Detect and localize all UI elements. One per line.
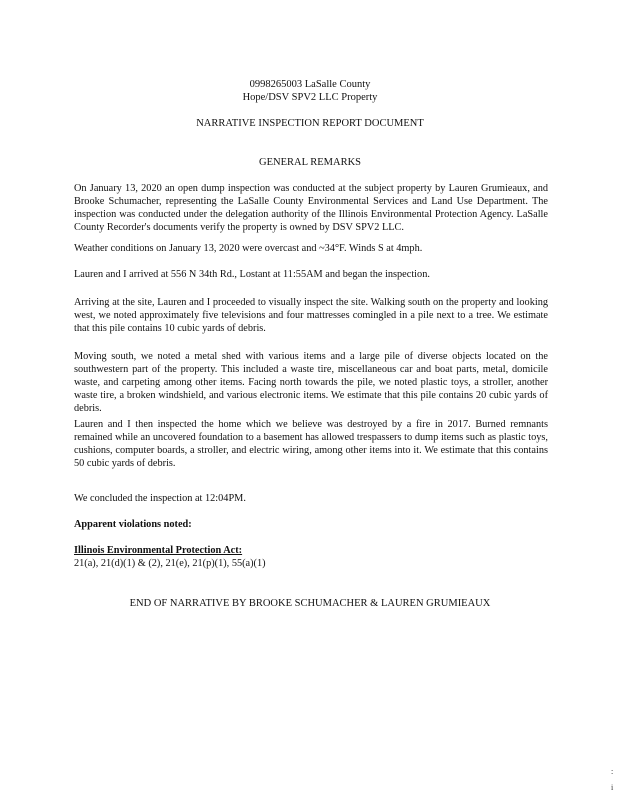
violations-heading: Apparent violations noted:	[74, 519, 192, 530]
paragraph-second-pile: Moving south, we noted a metal shed with various items and a large pile of diverse objects located on the southwestern part of the property. This included a waste tire, miscellaneous car and boat parts, metal, domicile waste, and carpeting among other items. Facing north towards the pile, we noted plastic toys, a stroller, another waste tire, a broken windshield, and various electronic items. We estimate that this pile contains 20 cubic yards of debris.	[74, 351, 548, 414]
paragraph-weather: Weather conditions on January 13, 2020 were overcast and ~34°F. Winds S at 4mph.	[74, 243, 423, 254]
act-sections: 21(a), 21(d)(1) & (2), 21(e), 21(p)(1), 55(a)(1)	[74, 558, 266, 569]
act-heading: Illinois Environmental Protection Act:	[74, 545, 243, 556]
property-id-line: 0998265003 LaSalle County	[249, 79, 371, 90]
margin-mark-i: i	[611, 783, 614, 792]
paragraph-conclusion: We concluded the inspection at 12:04PM.	[74, 493, 246, 504]
paragraph-home: Lauren and I then inspected the home which we believe was destroyed by a fire in 2017. Burned remnants remained while an uncovered foundation to a basement has allowed trespassers to dump items such as plastic toys, cushions, computer boards, a stroller, and electric wiring, among other items into it. We estimate that this contains 50 cubic yards of debris.	[74, 419, 548, 469]
paragraph-first-pile: Arriving at the site, Lauren and I proceeded to visually inspect the site. Walking south on the property and looking west, we noted approximately five televisions and four mattresses comingled in a pile next to a tree. We estimate that this pile contains 10 cubic yards of debris.	[74, 297, 548, 334]
paragraph-intro: On January 13, 2020 an open dump inspection was conducted at the subject property by Lauren Grumieaux, and Brooke Schumacher, representing the LaSalle County Environmental Services and Land Use Department. The inspection was conducted under the delegation authority of the Illinois Environmental Protection Agency. LaSalle County Recorder's documents verify the property is owned by DSV SPV2 LLC.	[74, 183, 548, 233]
paragraph-arrival: Lauren and I arrived at 556 N 34th Rd., Lostant at 11:55AM and began the inspection.	[74, 269, 430, 280]
section-title: GENERAL REMARKS	[259, 157, 361, 168]
margin-mark-colon: :	[611, 767, 614, 776]
property-name-line: Hope/DSV SPV2 LLC Property	[242, 92, 378, 103]
end-of-narrative: END OF NARRATIVE BY BROOKE SCHUMACHER & LAUREN GRUMIEAUX	[129, 598, 491, 609]
document-title: NARRATIVE INSPECTION REPORT DOCUMENT	[196, 118, 424, 129]
